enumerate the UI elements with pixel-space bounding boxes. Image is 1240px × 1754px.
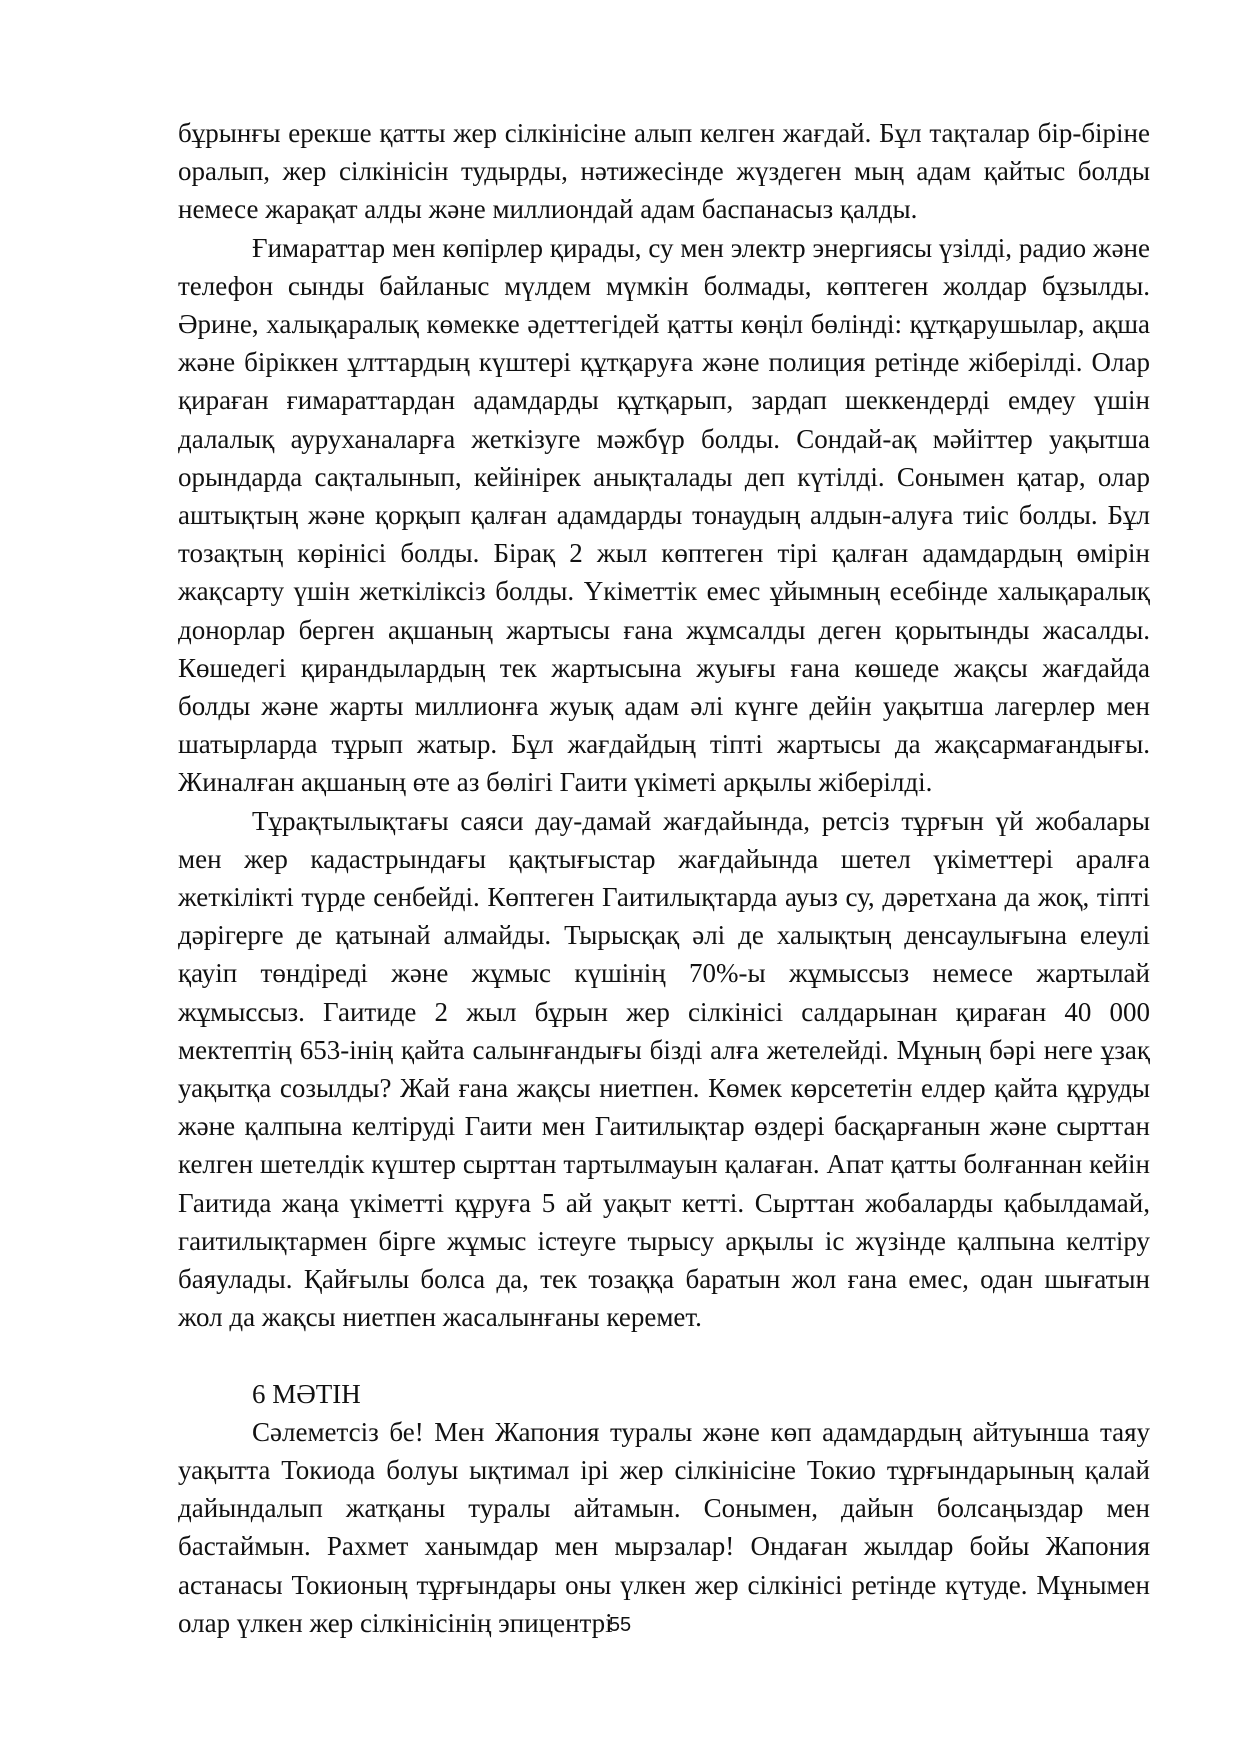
page-number: 55	[608, 1614, 632, 1636]
paragraph-buildings-collapse: Ғимараттар мен көпірлер қирады, су мен электр энергиясы үзілді, радио және телефон сынды байланыс мүлдем мүмкін болмады, көптеген жолдар бұзылды. Әрине, халықаралық көмекке әдеттегідей қатты көңіл бөлінді: құтқарушылар, ақша және біріккен ұлттардың күштері құтқаруға және полиция ретінде жіберілді. Олар қираған ғимараттардан адамдарды құтқарып, зардап шеккендерді емдеу үшін далалық ауруханаларға жеткізуге мәжбүр болды. Сондай-ақ мәйіттер уақытша орындарда сақталынып, кейінірек анықталады деп күтілді. Сонымен қатар, олар аштықтың және қорқып қалған адамдарды тонаудың алдын-алуға тиіс болды. Бұл тозақтың көрінісі болды. Бірақ 2 жыл көптеген тірі қалған адамдардың өмірін жақсарту үшін жеткіліксіз болды. Үкіметтік емес ұйымның есебінде халықаралық донорлар берген ақшаның жартысы ғана жұмсалды деген қорытынды жасалды. Көшедегі қирандылардың тек жартысына жуығы ғана көшеде жақсы жағдайда болды және жарты миллионға жуық адам әлі күнге дейін уақытша лагерлер мен шатырларда тұрып жатыр. Бұл жағдайдың тіпті жартысы да жақсармағандығы. Жиналған ақшаның өте аз бөлігі Гаити үкіметі арқылы жіберілді.	[178, 232, 1150, 798]
paragraph-continuation: бұрынғы ерекше қатты жер сілкінісіне алып келген жағдай. Бұл тақталар бір-біріне оралып, жер сілкінісін тудырды, нәтижесінде жүздеген мың адам қайтыс болды немесе жарақат алды және миллиондай адам баспанасыз қалды.	[178, 118, 1150, 225]
section-heading: 6 МӘТІН	[252, 1378, 361, 1409]
paragraph-political-dispute: Тұрақтылықтағы саяси дау-дамай жағдайында, ретсіз тұрғын үй жобалары мен жер кадастрындағы қақтығыстар жағдайында шетел үкіметтері аралға жеткілікті түрде сенбейді. Көптеген Гаитилықтарда ауыз су, дәретхана да жоқ, тіпті дәрігерге де қатынай алмайды. Тырысқақ әлі де халықтың денсаулығына елеулі қауіп төндіреді және жұмыс күшінің 70%-ы жұмыссыз немесе жартылай жұмыссыз. Гаитиде 2 жыл бұрын жер сілкінісі салдарынан қираған 40 000 мектептің 653-інің қайта салынғандығы бізді алға жетелейді. Мұның бәрі неге ұзақ уақытқа созылды? Жай ғана жақсы ниетпен. Көмек көрсететін елдер қайта құруды және қалпына келтіруді Гаити мен Гаитилықтар өздері басқарғанын және сырттан келген шетелдік күштер сырттан тартылмауын қалаған. Апат қатты болғаннан кейін Гаитида жаңа үкіметті құруға 5 ай уақыт кетті. Сырттан жобаларды қабылдамай, гаитилықтармен бірге жұмыс істеуге тырысу арқылы іс жүзінде қалпына келтіру баяулады. Қайғылы болса да, тек тозаққа баратын жол ғана емес, одан шығатын жол да жақсы ниетпен жасалынғаны керемет.	[178, 805, 1150, 1333]
body-text	[178, 114, 1150, 1642]
paragraph-japan-tokyo: Сәлеметсіз бе! Мен Жапония туралы және көп адамдардың айтуынша таяу уақытта Токиода болуы ықтимал ірі жер сілкінісіне Токио тұрғындарының қалай дайындалып жатқаны туралы айтамын. Сонымен, дайын болсаңыздар мен бастаймын. Рахмет ханымдар мен мырзалар! Ондаған жылдар бойы Жапония астанасы Токионың тұрғындары оны үлкен жер сілкінісі ретінде күтуде. Мұнымен олар үлкен жер сілкінісінің эпицентрі	[178, 1416, 1150, 1638]
